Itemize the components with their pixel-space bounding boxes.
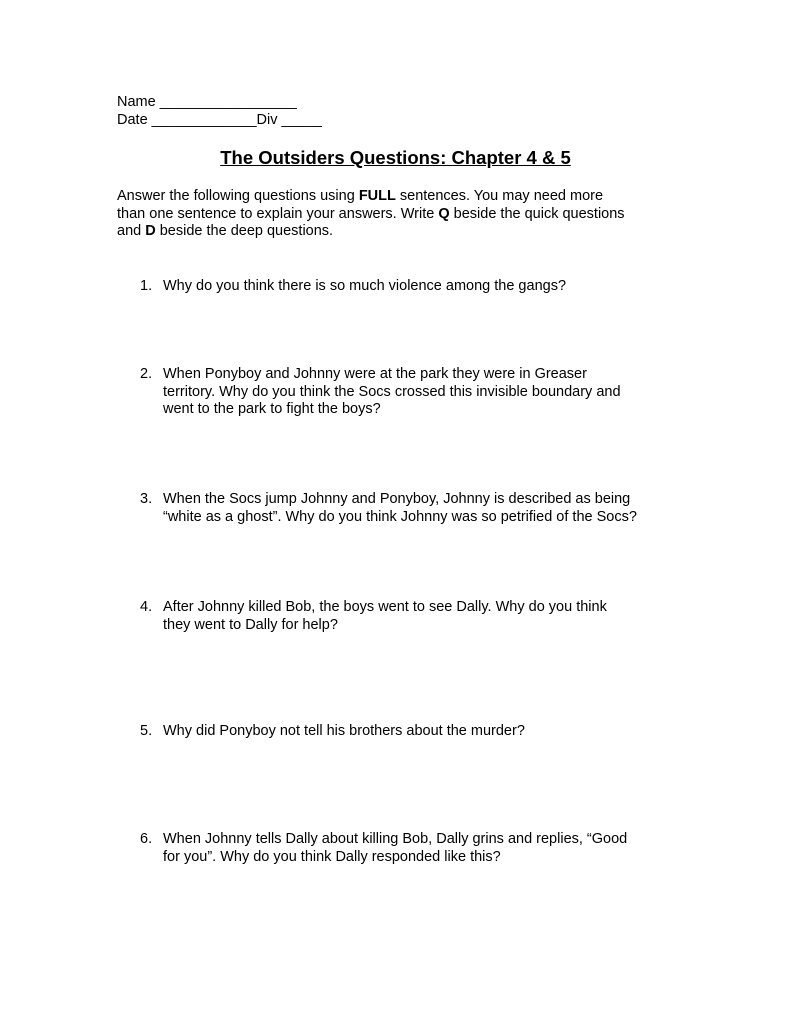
question-6 [140,831,680,866]
instructions-text: and [117,223,146,239]
question-text-line: went to the park to fight the boys? [163,401,381,417]
question-number: 6. [140,831,153,847]
name-field-line [117,94,297,112]
question-1 [140,278,680,296]
instructions-text: sentences. You may need more [395,188,604,204]
div-label: Div [256,112,278,128]
instructions-emphasis-q: Q [438,205,450,222]
question-text-line: After Johnny killed Bob, the boys went to see Dally. Why do you think [163,599,607,615]
div-blank: _____ [281,112,322,128]
question-text-line: When the Socs jump Johnny and Ponyboy, Johnny is described as being [163,491,631,507]
instructions [117,188,677,241]
page-title: The Outsiders Questions: Chapter 4 & 5 [220,147,571,168]
question-number: 1. [140,278,153,294]
question-text-line: they went to Dally for help? [163,616,338,633]
instructions-line-1 [117,188,677,206]
question-text-line: territory. Why do you think the Socs crossed this invisible boundary and [163,383,621,400]
question-5 [140,723,680,741]
question-number: 5. [140,723,153,739]
date-label: Date [117,112,148,128]
instructions-text: Answer the following questions using [117,188,359,204]
question-2 [140,366,680,419]
instructions-line-3 [117,223,677,241]
question-text-line: When Ponyboy and Johnny were at the park they were in Greaser [163,366,587,382]
question-number: 3. [140,491,153,507]
question-4 [140,599,680,634]
name-label: Name [117,94,156,110]
question-3 [140,491,680,526]
instructions-text: beside the deep questions. [155,223,334,239]
instructions-text: than one sentence to explain your answers. Write [117,205,439,222]
question-text-line: Why did Ponyboy not tell his brothers about the murder? [163,723,525,739]
question-text-line: Why do you think there is so much violence among the gangs? [163,278,567,294]
date-div-field-line [117,112,322,130]
date-blank: _____________ [151,112,257,128]
instructions-text: beside the quick questions [449,205,625,222]
question-text-line: When Johnny tells Dally about killing Bob, Dally grins and replies, “Good [163,831,628,847]
name-blank: _________________ [159,94,297,110]
question-number: 4. [140,599,153,615]
question-text-line: for you”. Why do you think Dally responded like this? [163,848,501,865]
question-text-line: “white as a ghost”. Why do you think Johnny was so petrified of the Socs? [163,508,637,525]
question-number: 2. [140,366,153,382]
instructions-line-2 [117,206,677,224]
instructions-emphasis-d: D [145,223,156,239]
instructions-emphasis-full: FULL [358,188,396,204]
